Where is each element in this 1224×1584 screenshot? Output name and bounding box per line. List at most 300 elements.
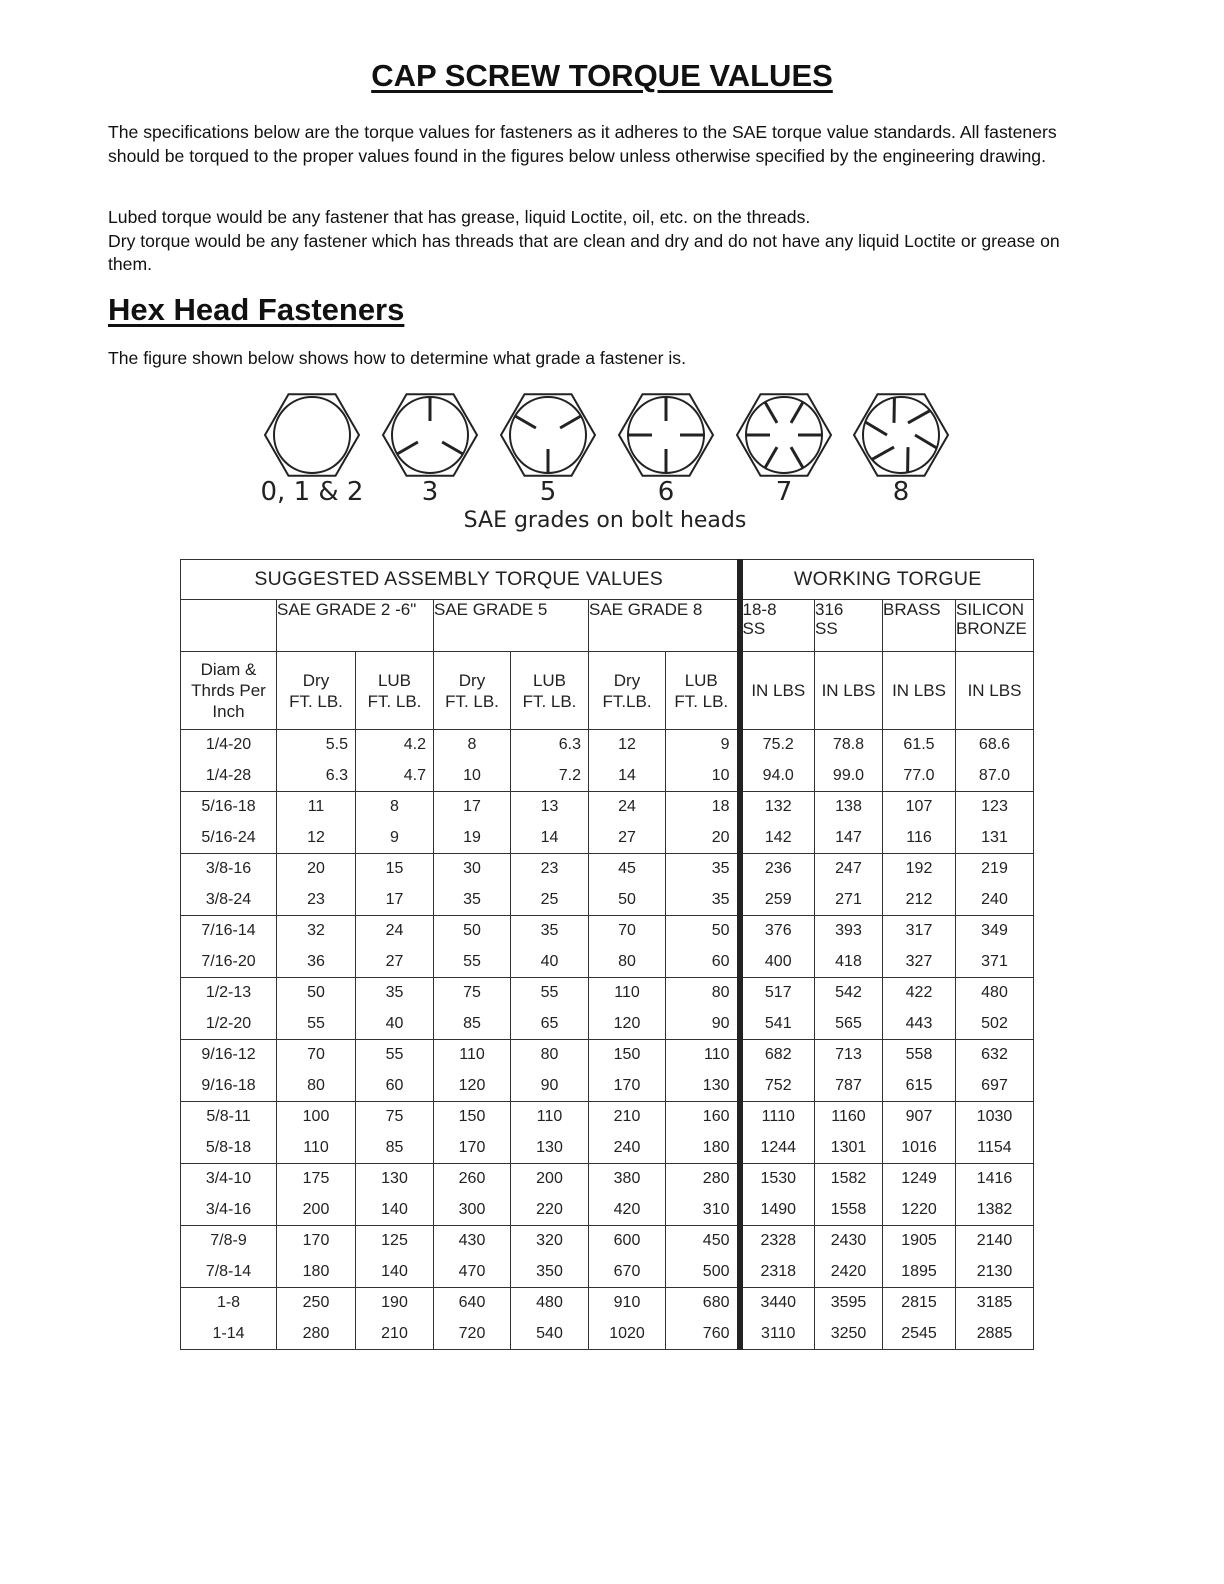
torque-value: 110	[536, 1108, 563, 1125]
torque-value-cell	[434, 916, 511, 978]
torque-value: 2140	[976, 1232, 1013, 1249]
torque-value: 240	[981, 891, 1008, 908]
torque-value: 70	[618, 922, 636, 939]
torque-value: 422	[905, 984, 933, 1001]
torque-value: 120	[458, 1077, 486, 1094]
column-header-line: Dry	[302, 670, 330, 690]
grade-label: 5	[539, 477, 557, 507]
torque-value-cell	[356, 1226, 434, 1288]
torque-value-cell	[511, 1040, 589, 1102]
torque-value: 120	[613, 1015, 641, 1032]
column-header	[589, 652, 666, 730]
table-row	[181, 1102, 1034, 1164]
torque-value: 2318	[760, 1263, 797, 1280]
torque-value-cell	[356, 1040, 434, 1102]
torque-value-cell	[511, 730, 589, 792]
torque-value: 1244	[760, 1139, 797, 1156]
material-header	[740, 600, 815, 652]
torque-value: 752	[764, 1077, 792, 1094]
torque-value: 170	[458, 1139, 486, 1156]
torque-value: 125	[381, 1232, 408, 1249]
torque-value: 180	[302, 1263, 330, 1280]
torque-value-cell	[740, 1040, 815, 1102]
torque-value: 17	[385, 891, 404, 908]
torque-value: 78.8	[832, 736, 865, 753]
torque-value: 80	[540, 1046, 559, 1063]
torque-value-cell	[956, 1164, 1034, 1226]
torque-value: 2815	[901, 1294, 937, 1311]
column-header-line: Dry	[613, 670, 641, 690]
torque-value-cell	[511, 916, 589, 978]
torque-value: 150	[458, 1108, 486, 1125]
torque-value: 1490	[760, 1201, 797, 1218]
torque-value: 907	[905, 1108, 933, 1125]
torque-value: 502	[981, 1015, 1008, 1032]
torque-value: 713	[835, 1046, 862, 1063]
torque-value: 210	[613, 1108, 641, 1125]
torque-value: 77.0	[903, 767, 935, 784]
torque-value-cell	[883, 854, 956, 916]
torque-value: 35	[463, 891, 481, 908]
torque-value: 240	[613, 1139, 641, 1156]
fastener-size-cell	[181, 916, 277, 978]
torque-value: 142	[764, 829, 792, 846]
torque-value-cell	[589, 1288, 666, 1350]
torque-value-cell	[956, 854, 1034, 916]
torque-value: 1382	[976, 1201, 1013, 1218]
column-header-line: FT. LB.	[674, 691, 729, 711]
fastener-size-cell	[181, 1040, 277, 1102]
torque-value: 60	[711, 953, 730, 970]
torque-value-cell	[883, 1226, 956, 1288]
material-header-line: SS	[742, 619, 766, 638]
torque-value: 110	[459, 1046, 485, 1063]
torque-value: 271	[835, 891, 862, 908]
torque-value: 13	[540, 798, 559, 815]
torque-value: 480	[981, 984, 1008, 1001]
torque-value: 65	[540, 1015, 559, 1032]
torque-value: 317	[905, 922, 933, 939]
torque-value-cell	[434, 792, 511, 854]
torque-value: 9	[720, 736, 730, 753]
diam-header-line: Thrds Per	[191, 681, 266, 700]
torque-value-cell	[434, 1226, 511, 1288]
fastener-size-cell	[181, 1226, 277, 1288]
torque-value: 670	[613, 1263, 641, 1280]
torque-value: 380	[613, 1170, 641, 1187]
column-header-line: Dry	[458, 670, 486, 690]
sae-grades-figure	[250, 388, 970, 538]
fastener-size: 1/2-13	[205, 984, 252, 1001]
fastener-size: 5/16-18	[201, 798, 256, 815]
torque-value: 50	[711, 922, 730, 939]
torque-value-cell	[666, 1288, 740, 1350]
torque-value-cell	[277, 854, 356, 916]
torque-value: 90	[540, 1077, 559, 1094]
torque-value: 1160	[831, 1108, 866, 1125]
torque-value: 443	[905, 1015, 933, 1032]
torque-value: 300	[458, 1201, 486, 1218]
torque-value: 87.0	[978, 767, 1011, 784]
torque-value: 8	[390, 798, 399, 815]
torque-value: 75.2	[762, 736, 794, 753]
torque-value-cell	[815, 1288, 883, 1350]
torque-value: 697	[981, 1077, 1008, 1094]
diam-header-line: Inch	[212, 702, 245, 721]
torque-value: 50	[463, 922, 481, 939]
column-header-line: FT. LB.	[289, 691, 343, 711]
intro-paragraph: The specifications below are the torque values for fasteners as it adheres to the SAE torque value standards. All fasteners should be torqued to the proper values found in the figures below unless otherwise specified by the engineering drawing.	[108, 122, 1057, 166]
torque-value-cell	[883, 1164, 956, 1226]
torque-value-cell	[883, 730, 956, 792]
torque-value-cell	[356, 792, 434, 854]
torque-value: 2420	[830, 1263, 867, 1280]
torque-value: 615	[905, 1077, 933, 1094]
table-row	[181, 730, 1034, 792]
torque-value: 132	[764, 798, 792, 815]
torque-value: 40	[385, 1015, 404, 1032]
torque-value: 8	[467, 736, 477, 753]
torque-value: 55	[385, 1046, 404, 1063]
grade-label: 0, 1 & 2	[260, 477, 364, 507]
torque-value-cell	[434, 854, 511, 916]
torque-value-cell	[956, 1040, 1034, 1102]
fastener-size-cell	[181, 1164, 277, 1226]
torque-value: 35	[385, 984, 404, 1001]
torque-value: 110	[703, 1046, 730, 1063]
column-header	[740, 652, 815, 730]
column-header-line: FT. LB.	[445, 691, 499, 711]
torque-value: 192	[905, 860, 933, 877]
torque-value: 1110	[761, 1108, 795, 1125]
torque-value-cell	[589, 1226, 666, 1288]
grade-header: SAE GRADE 5	[434, 600, 589, 652]
torque-value: 100	[302, 1108, 330, 1125]
torque-value: 45	[618, 860, 636, 877]
column-header	[356, 652, 434, 730]
grade-label: 3	[421, 477, 439, 507]
torque-value-cell	[815, 1226, 883, 1288]
torque-value: 2545	[901, 1325, 937, 1342]
fastener-size: 3/8-16	[205, 860, 252, 877]
torque-value: 1905	[901, 1232, 937, 1249]
torque-value: 160	[702, 1108, 730, 1125]
column-header-line: IN LBS	[892, 681, 946, 700]
torque-value-cell	[589, 1164, 666, 1226]
torque-value: 260	[458, 1170, 486, 1187]
fastener-size: 5/8-11	[206, 1108, 251, 1125]
torque-value-cell	[589, 792, 666, 854]
torque-value-cell	[434, 1040, 511, 1102]
torque-value: 40	[540, 953, 559, 970]
torque-value: 393	[835, 922, 862, 939]
torque-value: 55	[540, 984, 559, 1001]
torque-value-cell	[883, 978, 956, 1040]
material-header-line: 316	[815, 600, 844, 619]
torque-value: 1895	[901, 1263, 937, 1280]
torque-value: 310	[702, 1201, 730, 1218]
torque-value: 200	[536, 1170, 563, 1187]
material-header	[956, 600, 1034, 652]
column-header-line: LUB	[532, 670, 567, 690]
torque-value-cell	[666, 1164, 740, 1226]
torque-value: 632	[981, 1046, 1008, 1063]
torque-value: 23	[540, 860, 559, 877]
torque-value: 90	[711, 1015, 730, 1032]
fastener-size: 7/16-20	[201, 953, 256, 970]
torque-value-cell	[589, 854, 666, 916]
fastener-size: 5/16-24	[201, 829, 256, 846]
torque-value: 24	[618, 798, 636, 815]
torque-value: 10	[463, 767, 481, 784]
torque-value: 541	[764, 1015, 792, 1032]
torque-value-cell	[589, 978, 666, 1040]
torque-value: 640	[458, 1294, 486, 1311]
bolt-head-grade-icon	[265, 394, 359, 475]
fastener-size: 1/2-20	[205, 1015, 252, 1032]
torque-value: 3250	[830, 1325, 867, 1342]
torque-value-cell	[434, 1288, 511, 1350]
column-header	[511, 652, 589, 730]
torque-value: 27	[385, 953, 404, 970]
torque-value: 110	[303, 1139, 329, 1156]
torque-value: 24	[385, 922, 404, 939]
column-header	[815, 652, 883, 730]
torque-value: 349	[981, 922, 1008, 939]
torque-value: 1249	[901, 1170, 937, 1187]
material-header-line: BRONZE	[956, 619, 1027, 638]
torque-value-cell	[666, 730, 740, 792]
torque-value: 68.6	[978, 736, 1011, 753]
torque-value: 247	[835, 860, 862, 877]
column-header-line: FT. LB.	[367, 691, 422, 711]
torque-value-cell	[883, 1288, 956, 1350]
torque-value: 25	[540, 891, 559, 908]
torque-value-cell	[956, 1288, 1034, 1350]
torque-value-cell	[356, 978, 434, 1040]
material-header-line: SILICON	[956, 600, 1025, 619]
torque-value-cell	[815, 978, 883, 1040]
torque-value: 3185	[976, 1294, 1013, 1311]
torque-value-cell	[883, 1040, 956, 1102]
table-row	[181, 1164, 1034, 1226]
torque-value-cell	[511, 1102, 589, 1164]
column-header-line: LUB	[377, 670, 412, 690]
torque-value-cell	[277, 978, 356, 1040]
torque-value-cell	[589, 916, 666, 978]
torque-value-cell	[589, 1040, 666, 1102]
dry-torque-note: Dry torque would be any fastener which has threads that are clean and dry and do not have any liquid Loctite or grease on them.	[108, 230, 1060, 274]
torque-value-cell	[277, 1288, 356, 1350]
torque-value: 420	[613, 1201, 641, 1218]
column-header	[666, 652, 740, 730]
torque-value-cell	[740, 1164, 815, 1226]
torque-value-cell	[666, 978, 740, 1040]
torque-value: 1582	[830, 1170, 867, 1187]
torque-value: 682	[764, 1046, 792, 1063]
torque-value: 200	[302, 1201, 330, 1218]
fastener-size-cell	[181, 978, 277, 1040]
assembly-header: SUGGESTED ASSEMBLY TORQUE VALUES	[181, 560, 740, 600]
torque-value: 30	[463, 860, 481, 877]
bolt-head-grade-icon	[619, 394, 713, 475]
torque-value: 1016	[901, 1139, 937, 1156]
torque-value: 212	[905, 891, 933, 908]
torque-value: 130	[536, 1139, 563, 1156]
torque-value: 327	[905, 953, 933, 970]
torque-value-cell	[666, 1102, 740, 1164]
torque-value-cell	[815, 1164, 883, 1226]
torque-value: 2130	[976, 1263, 1013, 1280]
diam-threads-header	[181, 652, 277, 730]
table-row	[181, 978, 1034, 1040]
bolt-head-grade-icon	[737, 394, 831, 475]
torque-value-cell	[883, 1102, 956, 1164]
grade-header: SAE GRADE 8	[589, 600, 740, 652]
torque-value: 430	[458, 1232, 486, 1249]
column-header-line: FT.LB.	[602, 691, 652, 711]
torque-value: 3440	[760, 1294, 797, 1311]
torque-value-cell	[356, 854, 434, 916]
torque-value-cell	[815, 730, 883, 792]
torque-value-cell	[740, 1288, 815, 1350]
torque-value: 470	[458, 1263, 486, 1280]
torque-value-cell	[356, 916, 434, 978]
torque-value: 140	[381, 1263, 408, 1280]
page-title: CAP SCREW TORQUE VALUES	[371, 58, 833, 93]
torque-value: 75	[385, 1108, 404, 1125]
torque-value: 14	[540, 829, 559, 846]
torque-value: 94.0	[762, 767, 794, 784]
torque-value-cell	[883, 792, 956, 854]
torque-value: 760	[702, 1325, 730, 1342]
torque-value: 350	[536, 1263, 563, 1280]
torque-value: 80	[618, 953, 636, 970]
torque-value: 11	[307, 798, 325, 815]
torque-value: 1030	[976, 1108, 1013, 1125]
torque-value: 1416	[976, 1170, 1013, 1187]
fastener-size-cell	[181, 1102, 277, 1164]
torque-value-cell	[511, 854, 589, 916]
torque-value: 175	[302, 1170, 330, 1187]
torque-value: 1530	[760, 1170, 797, 1187]
torque-value: 20	[711, 829, 730, 846]
torque-value: 1154	[977, 1139, 1012, 1156]
torque-value: 35	[711, 860, 730, 877]
lube-dry-notes	[108, 206, 1108, 277]
torque-value-cell	[883, 916, 956, 978]
grade-header: SAE GRADE 2 -6"	[277, 600, 434, 652]
torque-value: 18	[711, 798, 730, 815]
torque-value: 35	[540, 922, 559, 939]
torque-value-cell	[277, 792, 356, 854]
torque-value-cell	[434, 978, 511, 1040]
fastener-size-cell	[181, 730, 277, 792]
torque-value-cell	[666, 1226, 740, 1288]
grade-label: 8	[892, 477, 910, 507]
torque-value: 12	[618, 736, 636, 753]
torque-value: 107	[905, 798, 933, 815]
torque-value: 6.3	[558, 736, 581, 753]
torque-value: 99.0	[832, 767, 865, 784]
fastener-size-cell	[181, 1288, 277, 1350]
fastener-size: 5/8-18	[205, 1139, 252, 1156]
torque-value-cell	[740, 854, 815, 916]
torque-value-cell	[434, 1102, 511, 1164]
torque-value: 280	[702, 1170, 730, 1187]
column-header-line: LUB	[684, 670, 718, 690]
torque-value: 1558	[830, 1201, 867, 1218]
torque-value-cell	[277, 730, 356, 792]
torque-value-cell	[511, 1288, 589, 1350]
fastener-size: 1/4-20	[205, 736, 252, 753]
fastener-size: 9/16-18	[201, 1077, 256, 1094]
torque-value-cell	[956, 916, 1034, 978]
torque-value: 236	[764, 860, 792, 877]
fastener-size: 7/16-14	[201, 922, 256, 939]
fastener-size: 3/4-16	[205, 1201, 252, 1218]
fastener-size: 9/16-12	[201, 1046, 256, 1063]
torque-value-cell	[815, 792, 883, 854]
torque-value: 2885	[976, 1325, 1013, 1342]
torque-value: 2328	[760, 1232, 797, 1249]
fastener-size: 3/4-10	[205, 1170, 252, 1187]
torque-value-cell	[666, 1040, 740, 1102]
torque-value-cell	[434, 730, 511, 792]
fastener-size: 1/4-28	[205, 767, 252, 784]
torque-value: 50	[618, 891, 636, 908]
torque-value: 418	[835, 953, 862, 970]
torque-value-cell	[277, 1226, 356, 1288]
torque-value: 5.5	[325, 736, 348, 753]
torque-value: 80	[711, 984, 730, 1001]
torque-value: 35	[711, 891, 730, 908]
torque-value: 80	[307, 1077, 325, 1094]
torque-value-cell	[740, 1102, 815, 1164]
torque-value-cell	[956, 1226, 1034, 1288]
column-header-line: IN LBS	[967, 681, 1022, 700]
torque-value: 17	[463, 798, 481, 815]
column-header	[956, 652, 1034, 730]
torque-value-cell	[740, 978, 815, 1040]
torque-value: 787	[835, 1077, 862, 1094]
torque-value: 1020	[609, 1325, 645, 1342]
table-row	[181, 916, 1034, 978]
bolt-head-grade-icon	[501, 394, 595, 475]
torque-value-cell	[740, 916, 815, 978]
material-header-line: SS	[815, 619, 838, 638]
torque-value: 500	[702, 1263, 730, 1280]
torque-value-cell	[956, 792, 1034, 854]
torque-value: 540	[536, 1325, 563, 1342]
torque-value-cell	[356, 1164, 434, 1226]
torque-value: 400	[764, 953, 792, 970]
torque-value: 131	[981, 829, 1008, 846]
torque-value: 1220	[901, 1201, 937, 1218]
torque-value-cell	[815, 916, 883, 978]
torque-value-cell	[666, 916, 740, 978]
torque-value: 12	[307, 829, 325, 846]
torque-value: 7.2	[558, 767, 581, 784]
torque-value: 130	[702, 1077, 730, 1094]
torque-value: 14	[618, 767, 636, 784]
torque-value-cell	[434, 1164, 511, 1226]
fastener-size: 3/8-24	[205, 891, 252, 908]
bolt-head-grade-icon	[854, 394, 948, 475]
torque-value-cell	[815, 1102, 883, 1164]
torque-value-cell	[666, 792, 740, 854]
table-row	[181, 1226, 1034, 1288]
